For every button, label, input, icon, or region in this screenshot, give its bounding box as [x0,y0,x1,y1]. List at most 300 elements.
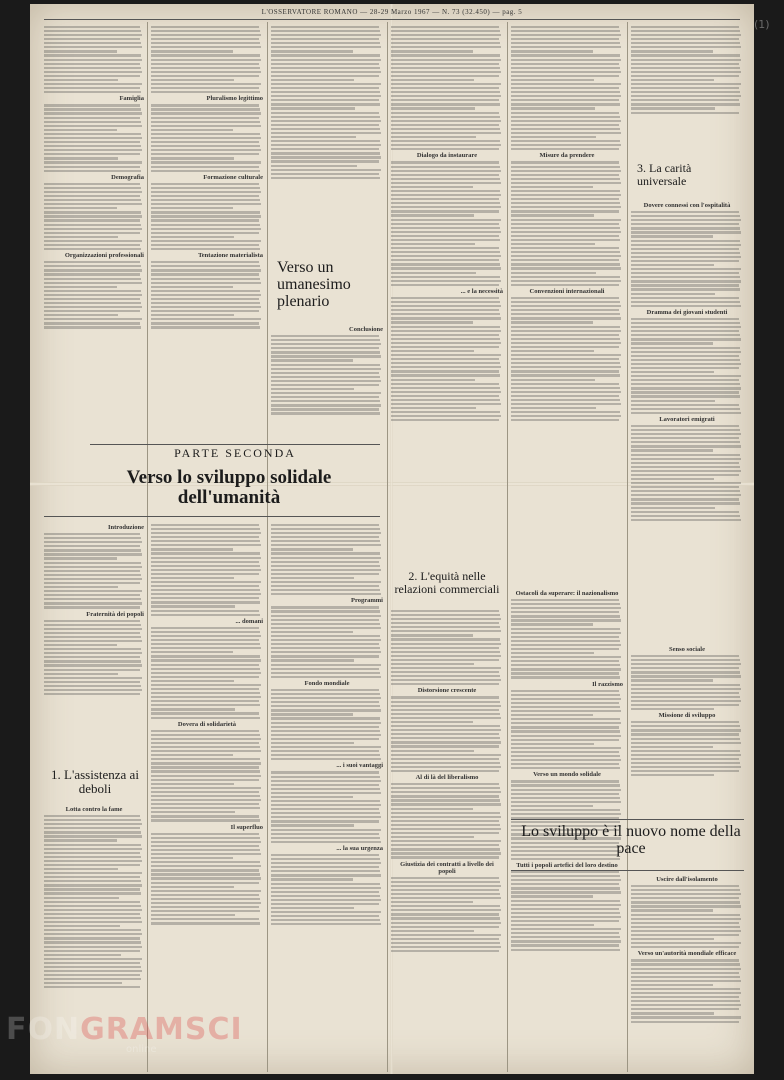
text-line [271,165,357,167]
text-line [391,30,500,32]
text-line [271,63,379,65]
text-line [511,743,594,745]
text-line [511,730,620,732]
text-line [631,34,741,36]
headline-carita: 3. La carità universale [637,161,692,188]
text-line [271,713,353,715]
text-line [151,700,259,702]
text-line [151,779,259,781]
text-line [271,339,380,341]
text-line [391,63,499,65]
text-line [44,602,142,604]
text-line [271,30,380,32]
text-line [151,137,261,139]
text-line [631,272,739,274]
text-line [151,228,261,230]
text-line [151,273,259,275]
text-line [151,643,260,645]
text-line [151,298,259,300]
text-line [44,941,141,943]
text-line [151,655,260,657]
text-line [271,615,381,617]
text-line [511,718,620,720]
text-line [271,701,379,703]
text-line [391,75,499,77]
text-line [271,593,381,595]
text-line [271,754,380,756]
text-line [151,161,261,163]
text-line [511,148,619,150]
text-line [511,883,619,885]
text-line [391,374,500,376]
text-line [391,116,500,118]
text-line [511,255,621,257]
text-line [511,210,619,212]
text-line [271,388,354,390]
text-line [44,693,140,695]
text-line [391,852,501,854]
text-line [271,552,380,554]
text-line [511,879,621,881]
text-line [44,901,140,903]
body-text [271,771,383,843]
text-line [631,408,740,410]
text-line [44,986,140,988]
text-line [44,322,140,324]
text-line [391,717,501,719]
column-4-top [391,24,503,584]
text-line [151,248,260,250]
text-line [391,170,501,172]
text-line [631,938,714,940]
text-line [271,573,379,575]
section-rule [511,819,744,820]
text-line [391,729,501,731]
text-line [511,871,619,873]
text-line [271,647,380,649]
text-line [391,713,500,715]
text-line [271,635,380,637]
text-line [44,75,140,77]
body-text [511,599,623,679]
column-4-bottom [391,608,503,1062]
text-line [271,169,381,171]
text-line [271,903,379,905]
text-line [511,87,619,89]
text-line [44,199,141,201]
text-line [631,359,740,361]
body-text [271,335,383,415]
text-line [511,186,593,188]
text-line [511,690,619,692]
text-line [391,387,500,389]
text-line [151,141,259,143]
text-line [271,364,380,366]
text-line [151,811,235,813]
column-6-top [631,24,743,154]
text-line [44,978,141,980]
text-line [44,852,140,854]
text-line [271,693,380,695]
body-text [391,161,503,286]
text-line [511,809,620,811]
text-line [44,314,118,316]
text-line [151,261,259,263]
text-line [391,889,499,891]
text-line [391,950,499,952]
text-line [271,160,379,162]
body-text [511,297,623,422]
text-line [391,709,499,711]
text-line [511,908,619,910]
text-line [391,407,476,409]
text-line [391,334,499,336]
text-line [271,742,354,744]
text-line [44,570,140,572]
text-line [44,219,140,221]
text-line [631,758,739,760]
text-line [391,219,501,221]
text-line [511,944,619,946]
text-line [631,968,741,970]
text-line [151,668,260,670]
text-line [271,351,380,353]
text-line [44,982,122,984]
text-line [391,305,501,307]
text-line [271,841,381,843]
text-line [44,310,140,312]
text-line [151,734,260,736]
text-line [391,905,500,907]
text-line [511,358,619,360]
text-line [271,392,381,394]
body-text [271,689,383,761]
text-line [271,26,379,28]
text-line [44,261,140,263]
text-line [44,59,142,61]
subhead-dialogo: Dialogo da instaurare [416,152,478,160]
text-line [151,528,260,530]
text-line [631,256,741,258]
text-line [151,565,260,567]
text-line [391,255,501,257]
text-line [511,317,621,319]
text-line [631,1021,739,1023]
text-line [631,375,741,377]
text-line [271,776,380,778]
text-line [391,95,501,97]
text-line [631,326,741,328]
text-line [44,974,140,976]
text-line [631,260,739,262]
text-line [151,783,234,785]
text-line [511,767,620,769]
text-line [151,605,235,607]
text-line [391,667,501,669]
text-line [151,215,261,217]
text-line [44,294,142,296]
text-line [151,54,260,56]
text-line [271,895,380,897]
text-line [44,586,118,588]
text-line [151,837,260,839]
subhead-necessita: ... e la necessità [460,287,503,295]
text-line [391,754,501,756]
text-line [44,248,141,250]
body-text [631,26,743,114]
text-line [631,466,740,468]
text-line [631,338,741,340]
text-line [391,243,475,245]
text-line [631,351,741,353]
text-line [391,391,501,393]
text-line [391,210,499,212]
text-line [511,120,621,122]
text-line [631,482,741,484]
text-line [631,54,740,56]
text-line [151,544,261,546]
text-line [391,634,473,636]
text-line [511,99,619,101]
text-line [151,145,260,147]
text-line [151,877,261,879]
text-line [391,166,500,168]
text-line [511,784,620,786]
text-line [151,121,260,123]
text-line [511,751,619,753]
text-line [44,673,118,675]
text-line [271,717,380,719]
text-line [631,318,739,320]
text-line [631,215,740,217]
text-line [44,112,142,114]
text-line [631,1012,714,1014]
text-line [44,582,140,584]
text-line [511,370,619,372]
text-line [44,117,140,119]
text-line [511,132,621,134]
text-line [511,71,621,73]
text-line [44,67,141,69]
column-rule [267,22,268,1072]
body-text [511,690,623,770]
column-rule [147,22,148,1072]
body-text [391,610,503,686]
text-line [44,677,142,679]
text-line [631,934,739,936]
text-line [511,301,620,303]
text-line [391,301,500,303]
text-line [151,294,261,296]
text-line [151,191,261,193]
text-line [511,128,620,130]
text-line [271,891,379,893]
text-line [271,581,381,583]
text-line [44,91,141,93]
column-1-bottom [44,522,144,752]
text-line [44,933,142,935]
subhead-distorsione: Distorsione crescente [417,687,477,695]
text-line [391,136,476,138]
text-line [44,145,141,147]
text-line [631,83,741,85]
text-line [151,717,260,719]
text-line [391,705,501,707]
text-line [511,714,593,716]
text-line [391,917,500,919]
text-line [44,892,141,894]
text-line [391,913,499,915]
text-line [151,795,260,797]
text-line [151,573,259,575]
text-line [151,833,259,835]
text-line [151,708,235,710]
text-line [631,1004,741,1006]
text-line [631,963,740,965]
text-line [511,67,620,69]
text-line [271,46,381,48]
text-line [511,38,619,40]
text-line [631,437,739,439]
text-line [511,280,621,282]
text-line [631,494,741,496]
masthead-rule [44,19,740,20]
text-line [631,334,740,336]
text-line [631,667,739,669]
text-line [631,235,713,237]
text-line [391,737,500,739]
text-line [151,302,260,304]
text-line [151,890,261,892]
newspaper-page [30,4,770,1074]
text-line [271,359,353,361]
column-1-top [44,24,144,439]
text-line [271,923,381,925]
text-line [631,454,740,456]
text-line [631,738,740,740]
text-line [631,942,741,944]
text-line [151,187,260,189]
text-line [271,824,354,826]
text-line [631,976,740,978]
text-line [44,876,140,878]
body-text [391,696,503,772]
text-line [631,700,741,702]
text-line [271,54,380,56]
text-line [391,202,500,204]
text-line [271,816,381,818]
text-line [44,298,140,300]
text-line [271,780,381,782]
text-line [44,913,140,915]
text-line [44,269,142,271]
text-line [391,812,500,814]
text-line [151,232,259,234]
text-line [511,243,595,245]
text-line [511,63,619,65]
subhead-razzismo: Il razzismo [592,680,623,688]
body-text [391,877,503,953]
text-line [391,103,500,105]
text-line [271,408,379,410]
text-line [391,132,501,134]
text-line [391,683,499,685]
text-line [151,914,235,916]
text-line [511,603,620,605]
text-line [151,849,260,851]
text-line [391,946,501,948]
text-line [44,624,141,626]
text-line [151,577,234,579]
text-line [151,286,233,288]
body-text [151,730,263,822]
text-line [631,511,739,513]
text-line [391,144,501,146]
subhead-misure: Misure da prendere [539,152,595,160]
text-line [391,922,501,924]
subhead-autorita: Verso un'autorità mondiale efficace [637,950,737,958]
text-line [511,174,619,176]
text-line [511,342,621,344]
text-line [151,133,260,135]
headline-equita: 2. L'equità nelle relazioni commerciali [394,569,500,596]
text-line [44,318,142,320]
text-line [151,902,261,904]
text-line [631,244,741,246]
text-line [391,26,499,28]
text-line [631,462,739,464]
column-6-lower [631,874,743,1064]
text-line [271,79,354,81]
text-line [271,83,381,85]
text-line [44,537,141,539]
text-line [391,206,501,208]
text-line [511,284,619,286]
text-line [44,541,142,543]
text-line [151,166,259,168]
text-line [631,914,740,916]
text-line [631,363,741,365]
text-line [271,689,379,691]
text-line [44,161,142,163]
text-line [151,581,261,583]
text-line [44,656,140,658]
text-line [511,272,596,274]
text-line [631,1000,740,1002]
text-line [151,585,259,587]
text-line [271,619,379,621]
text-line [631,59,741,61]
text-line [631,445,741,447]
text-line [44,664,142,666]
text-line [271,38,379,40]
text-line [511,206,621,208]
text-line [631,1016,741,1018]
text-line [271,335,379,337]
text-line [151,326,260,328]
subhead-mondo-solidale: Verso un mondo solidale [533,771,601,779]
text-line [44,958,142,960]
text-line [391,741,501,743]
text-line [511,346,619,348]
text-line [151,659,261,661]
text-line [391,721,473,723]
text-line [631,67,740,69]
text-line [151,775,261,777]
text-line [44,195,140,197]
subhead-solidarieta: Dovera di solidarietà [177,720,237,728]
text-line [391,663,474,665]
